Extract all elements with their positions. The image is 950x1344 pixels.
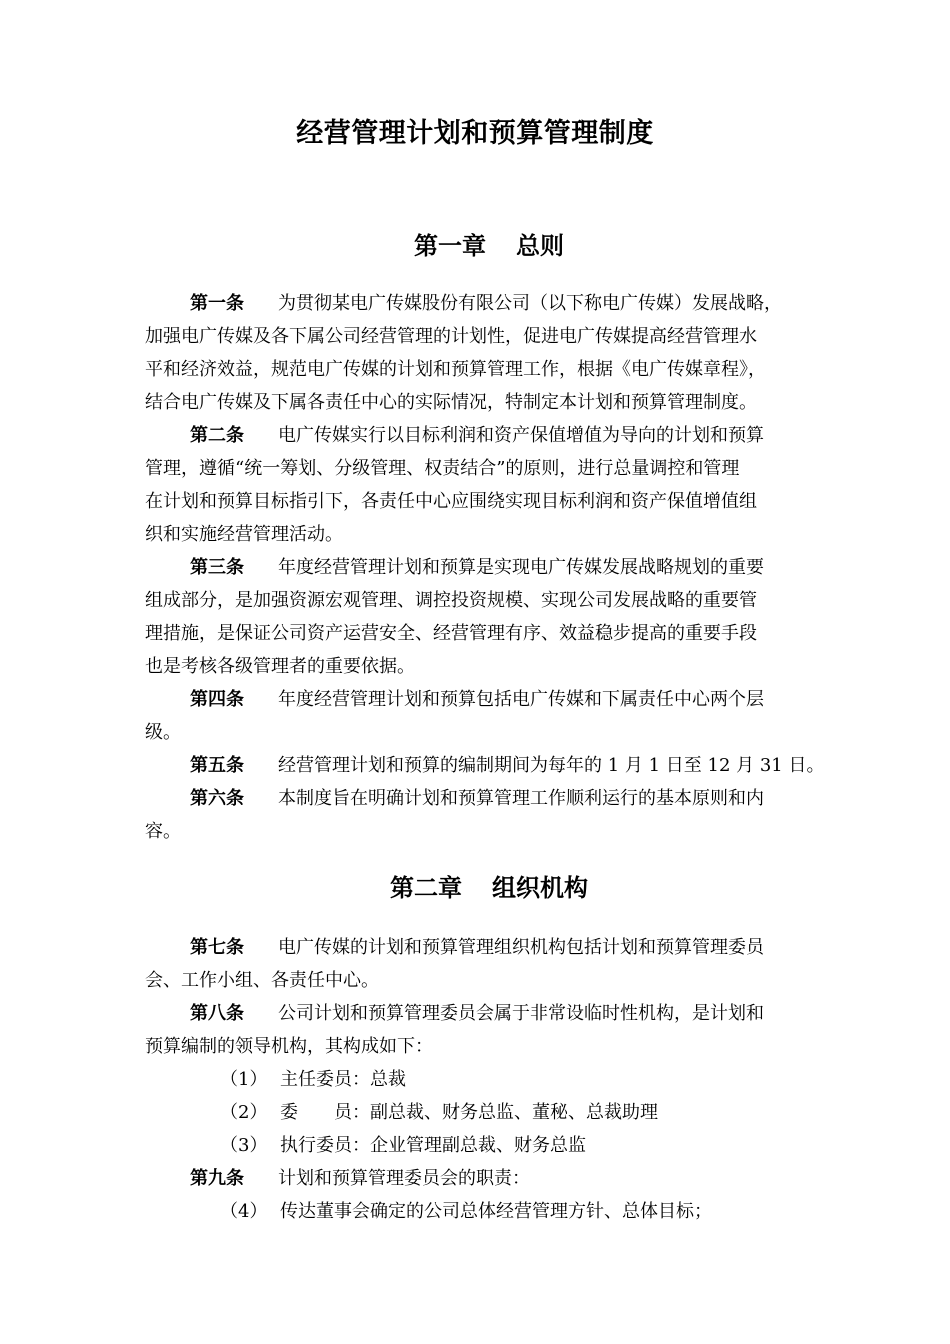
list-item-text: 执行委员：企业管理副总裁、财务总监: [280, 1135, 586, 1156]
article-line: 在计划和预算目标指引下，各责任中心应围绕实现目标利润和资产保值增值组: [145, 491, 757, 512]
list-item-number: （1）: [220, 1069, 268, 1090]
article-line: 组成部分，是加强资源宏观管理、调控投资规模、实现公司发展战略的重要管: [145, 590, 757, 611]
article-line: 也是考核各级管理者的重要依据。: [145, 656, 415, 677]
list-item: [190, 1066, 406, 1094]
list-item-text: 委 员：副总裁、财务总监、董秘、总裁助理: [280, 1102, 658, 1123]
article-label: 第四条: [190, 689, 244, 710]
article-line: 结合电广传媒及下属各责任中心的实际情况，特制定本计划和预算管理制度。: [145, 392, 757, 413]
chapter-name: 组织机构: [492, 873, 588, 902]
article-first-line: [190, 785, 764, 813]
article-first-line: [190, 1165, 530, 1193]
article-line: 织和实施经营管理活动。: [145, 524, 343, 545]
list-item-number: （2）: [220, 1102, 268, 1123]
article-text: 经营管理计划和预算的编制期间为每年的 1 月 1 日至 12 月 31 日。: [278, 755, 825, 776]
chapter-name: 总则: [516, 231, 564, 260]
article-first-line: [190, 686, 764, 714]
article-first-line: [190, 554, 764, 582]
article-text: 计划和预算管理委员会的职责：: [278, 1168, 530, 1189]
article-first-line: [190, 752, 824, 780]
article-line: 加强电广传媒及各下属公司经营管理的计划性，促进电广传媒提高经营管理水: [145, 326, 757, 347]
article-first-line: [190, 1000, 764, 1028]
article-text: 年度经营管理计划和预算包括电广传媒和下属责任中心两个层: [278, 689, 764, 710]
article-text: 年度经营管理计划和预算是实现电广传媒发展战略规划的重要: [278, 557, 764, 578]
list-item-number: （3）: [220, 1135, 268, 1156]
article-line: 平和经济效益，规范电广传媒的计划和预算管理工作，根据《电广传媒章程》，: [145, 359, 766, 380]
article-text: 本制度旨在明确计划和预算管理工作顺利运行的基本原则和内: [278, 788, 764, 809]
article-line: 容。: [145, 821, 181, 842]
article-label: 第五条: [190, 755, 244, 776]
article-first-line: [190, 422, 764, 450]
list-item: [190, 1099, 658, 1127]
article-label: 第六条: [190, 788, 244, 809]
article-label: 第九条: [190, 1168, 244, 1189]
article-line: 预算编制的领导机构，其构成如下：: [145, 1036, 433, 1057]
document-title: 经营管理计划和预算管理制度: [296, 118, 654, 149]
article-line: 级。: [145, 722, 181, 743]
list-item-text: 传达董事会确定的公司总体经营管理方针、总体目标；: [280, 1201, 712, 1222]
article-label: 第八条: [190, 1003, 244, 1024]
article-label: 第一条: [190, 293, 244, 314]
article-line: 管理，遵循“统一筹划、分级管理、权责结合”的原则，进行总量调控和管理: [145, 458, 740, 479]
chapter-label: 第一章: [414, 231, 486, 260]
list-item-text: 主任委员：总裁: [280, 1069, 406, 1090]
article-line: 理措施，是保证公司资产运营安全、经营管理有序、效益稳步提高的重要手段: [145, 623, 757, 644]
article-text: 电广传媒的计划和预算管理组织机构包括计划和预算管理委员: [278, 937, 764, 958]
article-label: 第二条: [190, 425, 244, 446]
article-first-line: [190, 934, 764, 962]
article-label: 第三条: [190, 557, 244, 578]
chapter-heading: [0, 228, 950, 264]
article-text: 公司计划和预算管理委员会属于非常设临时性机构，是计划和: [278, 1003, 764, 1024]
chapter-heading: [0, 870, 950, 906]
chapter-label: 第二章: [390, 873, 462, 902]
article-label: 第七条: [190, 937, 244, 958]
list-item-number: （4）: [220, 1201, 268, 1222]
article-text: 为贯彻某电广传媒股份有限公司（以下称电广传媒）发展战略，: [278, 293, 782, 314]
list-item: [190, 1198, 712, 1226]
article-first-line: [190, 290, 782, 318]
article-line: 会、工作小组、各责任中心。: [145, 970, 379, 991]
article-text: 电广传媒实行以目标利润和资产保值增值为导向的计划和预算: [278, 425, 764, 446]
list-item: [190, 1132, 586, 1160]
